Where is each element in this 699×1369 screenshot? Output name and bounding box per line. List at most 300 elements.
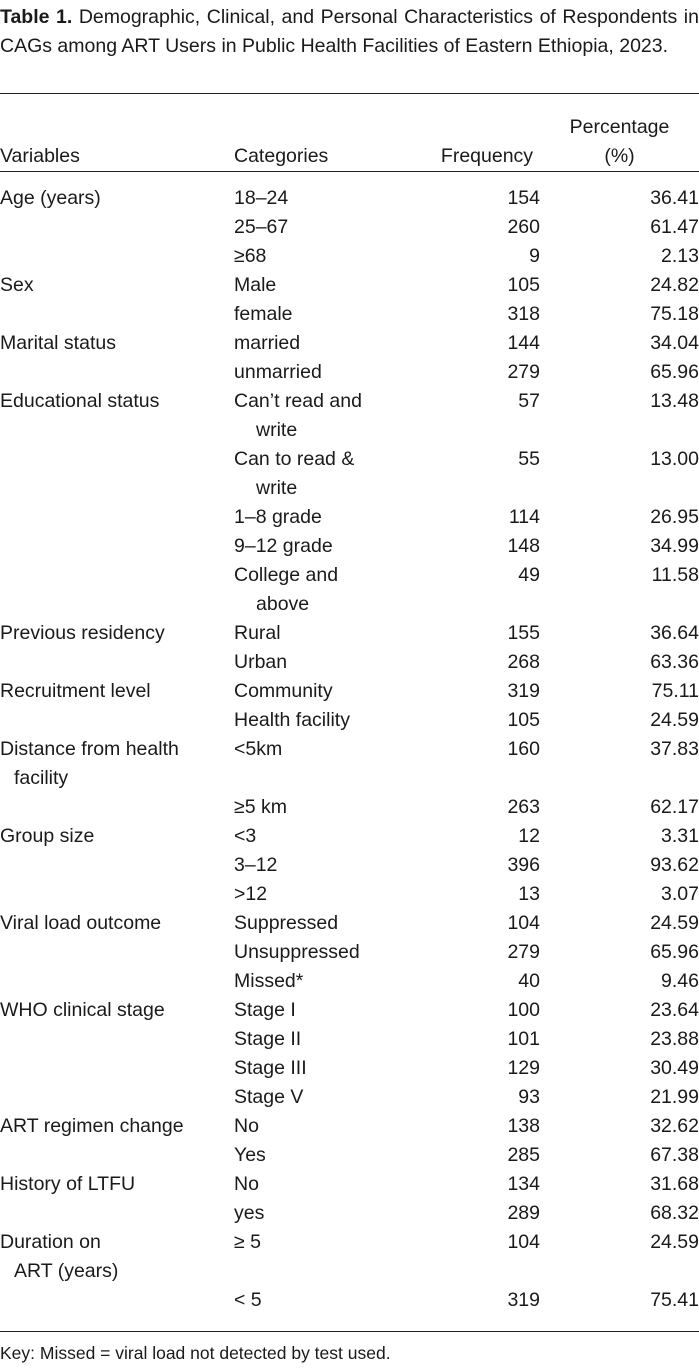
variable-cell	[0, 677, 234, 706]
variable-cell	[0, 1083, 234, 1112]
frequency-cell-text: 114	[508, 506, 540, 528]
frequency-cell-text: 268	[507, 651, 540, 673]
table-row	[0, 1025, 699, 1054]
variable-cell	[0, 503, 234, 532]
percentage-cell	[540, 1286, 699, 1315]
percentage-cell	[540, 793, 699, 822]
percentage-cell-text: 34.04	[650, 332, 699, 354]
percentage-cell-text: 36.41	[650, 187, 699, 209]
frequency-cell-text: 263	[507, 796, 540, 818]
percentage-cell	[540, 619, 699, 648]
frequency-cell	[434, 329, 540, 358]
percentage-cell	[540, 178, 699, 213]
percentage-cell	[540, 677, 699, 706]
variable-cell	[0, 793, 234, 822]
table-row	[0, 996, 699, 1025]
category-cell-text: 3–12	[234, 854, 278, 876]
percentage-cell-text: 31.68	[650, 1173, 699, 1195]
percentage-cell	[540, 445, 699, 503]
percentage-cell	[540, 532, 699, 561]
table-row	[0, 648, 699, 677]
frequency-cell-text: 279	[507, 941, 540, 963]
variable-cell	[0, 706, 234, 735]
category-cell-text: ≥68	[234, 245, 267, 267]
category-cell-text: Community	[234, 680, 333, 702]
frequency-cell-text: 104	[507, 912, 540, 934]
variable-cell-text: Age (years)	[0, 187, 101, 209]
percentage-cell-text: 24.59	[650, 709, 699, 731]
frequency-cell	[434, 938, 540, 967]
percentage-cell-text: 93.62	[650, 854, 699, 876]
frequency-cell	[434, 1170, 540, 1199]
category-cell-text: ≥5 km	[234, 796, 287, 818]
variable-cell	[0, 329, 234, 358]
frequency-cell	[434, 1112, 540, 1141]
percentage-cell	[540, 938, 699, 967]
category-cell	[234, 1054, 434, 1083]
table-body	[0, 178, 699, 1315]
frequency-cell	[434, 387, 540, 445]
frequency-cell-text: 155	[507, 622, 540, 644]
percentage-cell	[540, 329, 699, 358]
variable-cell-continuation: facility	[14, 767, 69, 789]
variable-cell-text: Educational status	[0, 390, 160, 412]
variable-cell	[0, 561, 234, 619]
percentage-cell	[540, 996, 699, 1025]
percentage-cell	[540, 503, 699, 532]
frequency-cell-text: 285	[507, 1144, 540, 1166]
percentage-cell-text: 13.48	[650, 390, 699, 412]
percentage-cell-text: 34.99	[650, 535, 699, 557]
variable-cell	[0, 1025, 234, 1054]
variable-cell	[0, 242, 234, 271]
variable-cell	[0, 851, 234, 880]
frequency-cell	[434, 178, 540, 213]
frequency-cell	[434, 445, 540, 503]
table-row	[0, 1228, 699, 1286]
characteristics-table	[0, 94, 699, 1315]
percentage-cell-text: 68.32	[650, 1202, 699, 1224]
category-cell-text: < 5	[234, 1289, 262, 1311]
frequency-cell-text: 104	[507, 1231, 540, 1253]
category-cell	[234, 619, 434, 648]
variable-cell-text: Viral load outcome	[0, 912, 162, 934]
category-cell	[234, 271, 434, 300]
frequency-cell	[434, 880, 540, 909]
frequency-cell	[434, 967, 540, 996]
variable-cell	[0, 648, 234, 677]
category-cell	[234, 938, 434, 967]
table-row	[0, 532, 699, 561]
frequency-cell	[434, 648, 540, 677]
table-label: Table 1.	[0, 6, 73, 28]
percentage-cell-text: 37.83	[650, 738, 699, 760]
variable-cell	[0, 1170, 234, 1199]
frequency-cell-text: 57	[518, 390, 540, 412]
frequency-cell	[434, 242, 540, 271]
frequency-cell	[434, 735, 540, 793]
category-cell	[234, 1083, 434, 1112]
frequency-cell	[434, 1141, 540, 1170]
percentage-cell-text: 3.31	[661, 825, 699, 847]
percentage-cell	[540, 1025, 699, 1054]
frequency-cell-text: 319	[507, 1289, 540, 1311]
variable-cell	[0, 271, 234, 300]
frequency-cell-text: 100	[507, 999, 540, 1021]
category-cell-text: ≥ 5	[234, 1231, 261, 1253]
category-cell-text: Can’t read and	[234, 390, 362, 412]
category-cell	[234, 532, 434, 561]
table-row	[0, 677, 699, 706]
table-row	[0, 300, 699, 329]
percentage-cell	[540, 1083, 699, 1112]
percentage-cell-text: 75.11	[651, 680, 699, 702]
percentage-cell-text: 3.07	[661, 883, 699, 905]
category-cell-text: 18–24	[234, 187, 289, 209]
frequency-cell-text: 154	[507, 187, 540, 209]
percentage-cell	[540, 967, 699, 996]
category-cell	[234, 503, 434, 532]
variable-cell-text: Duration on	[0, 1231, 101, 1253]
category-cell-text: Male	[234, 274, 277, 296]
category-cell-text: Can to read &	[234, 448, 355, 470]
frequency-cell-text: 289	[507, 1202, 540, 1224]
frequency-cell	[434, 213, 540, 242]
table-row	[0, 503, 699, 532]
variable-cell	[0, 387, 234, 445]
percentage-cell-text: 65.96	[650, 361, 699, 383]
frequency-cell-text: 49	[518, 564, 540, 586]
percentage-cell	[540, 271, 699, 300]
percentage-cell-text: 21.99	[650, 1086, 699, 1108]
variable-cell	[0, 1228, 234, 1286]
category-cell	[234, 300, 434, 329]
frequency-cell	[434, 1025, 540, 1054]
percentage-cell-text: 30.49	[650, 1057, 699, 1079]
table-row	[0, 735, 699, 793]
variable-cell-continuation: ART (years)	[14, 1260, 119, 1282]
frequency-cell	[434, 561, 540, 619]
frequency-cell	[434, 1054, 540, 1083]
frequency-cell	[434, 793, 540, 822]
category-cell-text: 25–67	[234, 216, 289, 238]
category-cell-text: Stage I	[234, 999, 296, 1021]
percentage-cell	[540, 1228, 699, 1286]
category-cell-text: Rural	[234, 622, 281, 644]
frequency-cell	[434, 1228, 540, 1286]
category-cell-text: College and	[234, 564, 339, 586]
category-cell	[234, 648, 434, 677]
category-cell-text: Stage III	[234, 1057, 307, 1079]
variable-cell	[0, 909, 234, 938]
category-cell	[234, 909, 434, 938]
category-cell-text: unmarried	[234, 361, 322, 383]
category-cell-text: Stage V	[234, 1086, 304, 1108]
variable-cell	[0, 938, 234, 967]
percentage-cell	[540, 300, 699, 329]
percentage-cell-text: 23.64	[650, 999, 699, 1021]
percentage-cell-text: 2.13	[661, 245, 699, 267]
frequency-cell-text: 40	[518, 970, 540, 992]
frequency-cell-text: 144	[507, 332, 540, 354]
frequency-cell-text: 105	[507, 709, 540, 731]
table-header-row	[0, 94, 699, 178]
frequency-cell	[434, 503, 540, 532]
table-row	[0, 706, 699, 735]
variable-cell	[0, 996, 234, 1025]
table-row	[0, 967, 699, 996]
category-cell-continuation: write	[256, 477, 298, 499]
category-cell	[234, 387, 434, 445]
frequency-cell	[434, 677, 540, 706]
category-cell-continuation: write	[256, 419, 298, 441]
percentage-cell-text: 75.18	[650, 303, 699, 325]
variable-cell-text: Previous residency	[0, 622, 165, 644]
percentage-cell-text: 67.38	[650, 1144, 699, 1166]
frequency-cell	[434, 1199, 540, 1228]
frequency-cell	[434, 300, 540, 329]
category-cell-text: 9–12 grade	[234, 535, 333, 557]
category-cell-text: Unsuppressed	[234, 941, 360, 963]
frequency-cell-text: 9	[529, 245, 540, 267]
frequency-cell-text: 148	[507, 535, 540, 557]
frequency-cell-text: 260	[507, 216, 540, 238]
category-cell	[234, 706, 434, 735]
variable-cell	[0, 967, 234, 996]
table-row	[0, 213, 699, 242]
variable-cell	[0, 300, 234, 329]
percentage-cell	[540, 706, 699, 735]
percentage-cell-text: 61.47	[650, 216, 699, 238]
percentage-cell-text: 11.58	[651, 564, 699, 586]
variable-cell	[0, 822, 234, 851]
variable-cell	[0, 1141, 234, 1170]
table-row	[0, 1199, 699, 1228]
header-percentage	[540, 94, 699, 178]
category-cell	[234, 1286, 434, 1315]
category-cell-text: Yes	[234, 1144, 266, 1166]
table-row	[0, 271, 699, 300]
category-cell-text: Suppressed	[234, 912, 339, 934]
frequency-cell-text: 318	[507, 303, 540, 325]
header-frequency: Frequency	[440, 145, 534, 167]
variable-cell	[0, 880, 234, 909]
category-cell	[234, 996, 434, 1025]
category-cell-text: <5km	[234, 738, 283, 760]
percentage-cell	[540, 1170, 699, 1199]
table-row	[0, 1286, 699, 1315]
frequency-cell-text: 138	[507, 1115, 540, 1137]
category-cell	[234, 1170, 434, 1199]
percentage-cell	[540, 851, 699, 880]
table-row	[0, 178, 699, 213]
percentage-cell	[540, 909, 699, 938]
header-categories: Categories	[234, 145, 329, 167]
table-row	[0, 938, 699, 967]
table-row	[0, 1054, 699, 1083]
table-row	[0, 851, 699, 880]
percentage-cell-text: 32.62	[650, 1115, 699, 1137]
category-cell	[234, 1199, 434, 1228]
percentage-cell	[540, 1054, 699, 1083]
header-variables: Variables	[0, 145, 80, 167]
frequency-cell	[434, 271, 540, 300]
variable-cell	[0, 1054, 234, 1083]
frequency-cell	[434, 358, 540, 387]
variable-cell-text: WHO clinical stage	[0, 999, 165, 1021]
frequency-cell	[434, 1083, 540, 1112]
frequency-cell	[434, 996, 540, 1025]
frequency-cell-text: 93	[518, 1086, 540, 1108]
frequency-cell-text: 160	[507, 738, 540, 760]
frequency-cell	[434, 532, 540, 561]
variable-cell	[0, 619, 234, 648]
frequency-cell	[434, 909, 540, 938]
percentage-cell-text: 75.41	[650, 1289, 699, 1311]
category-cell	[234, 880, 434, 909]
category-cell-text: Urban	[234, 651, 288, 673]
percentage-cell	[540, 880, 699, 909]
percentage-cell-text: 26.95	[650, 506, 699, 528]
category-cell-text: <3	[234, 825, 257, 847]
category-cell	[234, 561, 434, 619]
header-percentage-line2: (%)	[604, 145, 635, 167]
category-cell	[234, 178, 434, 213]
percentage-cell-text: 13.00	[650, 448, 699, 470]
percentage-cell-text: 65.96	[650, 941, 699, 963]
variable-cell-text: History of LTFU	[0, 1173, 136, 1195]
category-cell-text: 1–8 grade	[234, 506, 322, 528]
variable-cell	[0, 532, 234, 561]
category-cell-text: No	[234, 1115, 259, 1137]
category-cell	[234, 242, 434, 271]
frequency-cell-text: 396	[507, 854, 540, 876]
table-row	[0, 880, 699, 909]
table-bottom-rule	[0, 1331, 699, 1332]
table-row	[0, 909, 699, 938]
frequency-cell	[434, 822, 540, 851]
category-cell	[234, 793, 434, 822]
percentage-cell	[540, 1141, 699, 1170]
table-caption	[0, 0, 699, 61]
percentage-cell	[540, 213, 699, 242]
table-row	[0, 1112, 699, 1141]
percentage-cell	[540, 648, 699, 677]
table-row	[0, 387, 699, 445]
variable-cell	[0, 1199, 234, 1228]
variable-cell-text: ART regimen change	[0, 1115, 184, 1137]
percentage-cell-text: 24.59	[650, 912, 699, 934]
variable-cell-text: Recruitment level	[0, 680, 151, 702]
percentage-cell	[540, 561, 699, 619]
variable-cell	[0, 213, 234, 242]
percentage-cell-text: 23.88	[650, 1028, 699, 1050]
category-cell-text: No	[234, 1173, 259, 1195]
variable-cell	[0, 735, 234, 793]
category-cell	[234, 822, 434, 851]
table-row	[0, 793, 699, 822]
frequency-cell-text: 105	[507, 274, 540, 296]
category-cell-text: Stage II	[234, 1028, 302, 1050]
frequency-cell	[434, 619, 540, 648]
category-cell	[234, 735, 434, 793]
percentage-cell-text: 62.17	[650, 796, 699, 818]
percentage-cell-text: 9.46	[661, 970, 699, 992]
percentage-cell-text: 24.82	[650, 274, 699, 296]
frequency-cell-text: 55	[518, 448, 540, 470]
frequency-cell-text: 101	[507, 1028, 540, 1050]
percentage-cell	[540, 358, 699, 387]
frequency-cell	[434, 1286, 540, 1315]
category-cell-continuation: above	[256, 593, 310, 615]
category-cell-text: Missed*	[234, 970, 304, 992]
category-cell-text: yes	[234, 1202, 265, 1224]
frequency-cell	[434, 706, 540, 735]
percentage-cell	[540, 242, 699, 271]
category-cell	[234, 1141, 434, 1170]
frequency-cell-text: 134	[507, 1173, 540, 1195]
table-row	[0, 822, 699, 851]
category-cell	[234, 851, 434, 880]
table-row	[0, 1083, 699, 1112]
frequency-cell-text: 319	[507, 680, 540, 702]
variable-cell	[0, 1286, 234, 1315]
frequency-cell-text: 279	[507, 361, 540, 383]
category-cell	[234, 1112, 434, 1141]
category-cell-text: female	[234, 303, 293, 325]
variable-cell-text: Group size	[0, 825, 95, 847]
variable-cell	[0, 1112, 234, 1141]
percentage-cell	[540, 1199, 699, 1228]
table-row	[0, 358, 699, 387]
category-cell	[234, 677, 434, 706]
category-cell	[234, 1025, 434, 1054]
frequency-cell-text: 13	[518, 883, 540, 905]
variable-cell	[0, 358, 234, 387]
category-cell	[234, 358, 434, 387]
category-cell	[234, 445, 434, 503]
variable-cell-text: Distance from health	[0, 738, 179, 760]
table-row	[0, 561, 699, 619]
variable-cell-text: Marital status	[0, 332, 116, 354]
category-cell-text: married	[234, 332, 301, 354]
variable-cell-text: Sex	[0, 274, 34, 296]
table-row	[0, 242, 699, 271]
table-row	[0, 329, 699, 358]
category-cell	[234, 1228, 434, 1286]
frequency-cell	[434, 851, 540, 880]
percentage-cell-text: 63.36	[650, 651, 699, 673]
percentage-cell	[540, 822, 699, 851]
table-row	[0, 619, 699, 648]
variable-cell	[0, 445, 234, 503]
table-caption-text: Demographic, Clinical, and Personal Characteristics of Respondents in CAGs among ART Users in Public Health Facilities of Eastern Ethiopia, 2023.	[0, 6, 699, 57]
table-row	[0, 445, 699, 503]
percentage-cell	[540, 387, 699, 445]
frequency-cell-text: 12	[518, 825, 540, 847]
category-cell	[234, 967, 434, 996]
variable-cell	[0, 178, 234, 213]
header-percentage-line1: Percentage	[569, 116, 670, 138]
category-cell-text: >12	[234, 883, 268, 905]
category-cell	[234, 213, 434, 242]
frequency-cell-text: 129	[507, 1057, 540, 1079]
category-cell-text: Health facility	[234, 709, 350, 731]
percentage-cell	[540, 1112, 699, 1141]
table-footnote: Key: Missed = viral load not detected by test used.	[0, 1343, 391, 1363]
percentage-cell	[540, 735, 699, 793]
percentage-cell-text: 24.59	[650, 1231, 699, 1253]
